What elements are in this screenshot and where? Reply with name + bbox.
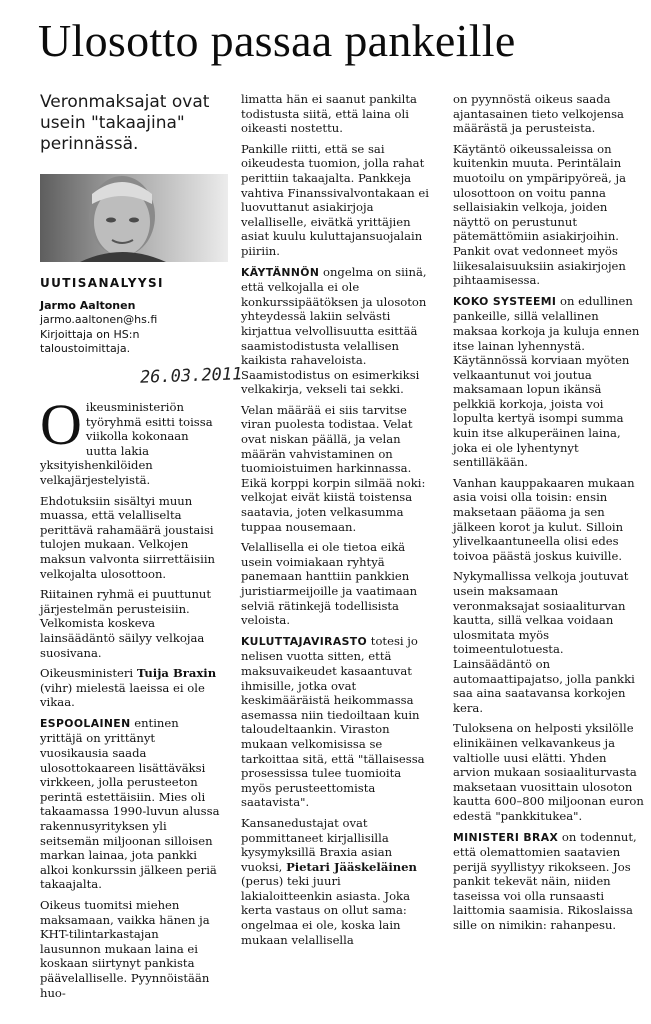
author-name: Jarmo Aaltonen (40, 298, 136, 312)
paragraph: Oikeusministeri Tuija Braxin (vihr) mielestä laeissa ei ole vikaa. (40, 666, 217, 710)
paragraph: Riitainen ryhmä ei puuttunut järjestelmän perusteisiin. Velkomista koskeva lainsäädäntö säilyy velkojaa suosivana. (40, 587, 212, 660)
column-3 (453, 92, 645, 939)
subheading: ESPOOLAINEN (40, 716, 131, 730)
paragraph: limatta hän ei saanut pankilta todistusta siitä, että laina oli oikeasti nostettu. (241, 92, 417, 136)
paragraph: Oikeus tuomitsi miehen maksamaan, vaikka hänen ja KHT-tilintarkastajan lausunnon mukaan laina ei koskaan siirtynyt pankista päävelalliselle. Pyynnöistään huo- (40, 898, 210, 1000)
handwritten-date: 26.03.2011 (139, 364, 243, 388)
paragraph: on pyynnöstä oikeus saada ajantasainen tieto velkojensa määrästä ja perusteista. (453, 92, 624, 136)
paragraph: Oikeusministeriön työryhmä esitti toissa viikolla kokonaan uutta lakia yksityishenkilöiden velkajärjestelyistä. (40, 392, 213, 487)
paragraph: KOKO SYSTEEMI on edullinen pankeille, sillä velallinen maksaa korkoja ja kuluja ennen itse lainan lyhennystä. Käytännössä korviaan myöten velkaantunut voi joutua maksamaan lopun ikänsä pelkkiä korkoja, joista voi lopulta kertyä isompi summa kuin itse alkuperäinen laina, joka ei ole lyhentynyt sentilläkään. (453, 293, 640, 470)
paragraph: Kansanedustajat ovat pommittaneet kirjallisilla kysymyksillä Braxia asian vuoksi, Pietari Jääskeläinen (perus) teki juuri lakialoitteenkin asiasta. Joka kerta vastaus on ollut sama: ongelmaa ei ole, koska lain mukaan velallisella (241, 815, 417, 947)
paragraph: MINISTERI BRAX on todennut, että olemattomien saatavien perijä syyllistyy rikokseen. Jos pankit tekevät näin, niiden taseissa voi olla runsaasti laittomia saamisia. Rikoslaissa sille on nimikin: rahanpesu. (453, 829, 637, 933)
paragraph: Vanhan kauppakaaren mukaan asia voisi olla toisin: ensin maksetaan pääoma ja sen jälkeen korot ja kulut. Silloin ylivelkaantuneella olisi edes toivoa päästä joskus kuiville. (453, 475, 635, 563)
byline (40, 276, 225, 357)
paragraph: Velallisella ei ole tietoa eikä usein voimiakaan ryhtyä panemaan hanttiin pankkien juristiarmeijoille ja vaatimaan selviä rätinkejä todellisista veloista. (241, 540, 418, 628)
paragraph: Velan määrää ei siis tarvitse viran puolesta todistaa. Velat ovat niskan päällä, ja velan määrän vahvistaminen on tuomioistuimen harkinnassa. Eikä korppi korpin silmää noki: velkojat eivät kiistä toistensa saatavia, joten velkasumma tuppaa nousemaan. (241, 402, 426, 534)
article-lead: Veronmaksajat ovat usein "takaajina" perinnässä. (40, 92, 210, 154)
section-kicker: UUTISANALYYSI (40, 276, 164, 290)
paragraph: Pankille riitti, että se sai oikeudesta tuomion, jolla rahat perittiin takaajalta. Pankkeja vahtiva Finanssivalvontakaan ei luovuttanut asiakirjoja velalliselle, eivätkä yrittäjien asiat kuulu kuluttajansuojalain piiriin. (241, 141, 429, 258)
author-photo (40, 174, 228, 262)
column-1 (40, 392, 220, 1006)
paragraph: ESPOOLAINEN entinen yrittäjä on yrittänyt vuosikausia saada ulosottokaareen lisättäväksi virkkeen, jolla perusteeton perintä estettäisiin. Mies oli takaamassa 1990-luvun alussa rakennusyrityksen yli seitsemän miljoonan silloisen markan lainaa, jota pankki alkoi konkurssin jälkeen periä takaajalta. (40, 715, 220, 892)
paragraph: KÄYTÄNNÖN ongelma on siinä, että velkojalla ei ole konkurssipäätöksen ja ulosoton yhteydessä lakiin selvästi kirjattua velvollisuutta esittää saamistodistusta velallisen kaikista rahaveloista. Saamistodistus on esimerkiksi velkakirja, vekseli tai sekki. (241, 264, 427, 397)
drop-cap: O (40, 392, 82, 457)
author-role: Kirjoittaja on HS:n (40, 327, 140, 341)
paragraph: Käytäntö oikeussaleissa on kuitenkin muuta. Perintälain muotoilu on ympäripyöreä, ja ulosottoon on voitu panna sellaisiakin velkoja, joiden näyttö on perustunut pätemättömiin asiakirjoihin. Pankit ovat vedonneet myös liikesalaisuuksiin asiakirjojen pihtaamisessa. (453, 141, 627, 288)
subheading: MINISTERI BRAX (453, 830, 559, 844)
subheading: KÄYTÄNNÖN (241, 265, 320, 279)
author-role-2: taloustoimittaja. (40, 342, 131, 355)
paragraph: Ehdotuksiin sisältyi muun muassa, että velalliselta perittävä rahamäärä joustaisi tulojen mukaan. Velkojen maksun valvonta siirrettäisiin velkojalta ulosottoon. (40, 493, 216, 581)
paragraph: KULUTTAJAVIRASTO totesi jo nelisen vuotta sitten, että maksuvaikeudet kasaantuvat ihmisille, jotka ovat keskimääräistä heikommassa asemassa niin tiedoiltaan kuin taloudeltaankin. Viraston mukaan velkomisissa se tarkoittaa sitä, että "tällaisessa prosessissa tulee tuomioita myös perusteettomista saatavista". (241, 633, 425, 810)
column-2 (241, 92, 433, 953)
article-headline: Ulosotto passaa pankeille (38, 15, 516, 66)
author-email: jarmo.aaltonen@hs.fi (40, 313, 158, 326)
paragraph: Tuloksena on helposti yksilölle elinikäinen velkavankeus ja valtiolle uusi elätti. Yhden arvion mukaan sosiaaliturvasta maksetaan vuosittain ulosoton kautta 600–800 miljoonan euron edestä "pankkitukea". (453, 721, 644, 823)
subheading: KULUTTAJAVIRASTO (241, 634, 368, 648)
paragraph: Nykymallissa velkoja joutuvat usein maksamaan veronmaksajat sosiaaliturvan kautta, sillä velkaa voidaan ulosmitata myös toimeentulotuesta. Lainsäädäntö on automaattipajatso, jolla pankki saa aina saatavansa korkojen kera. (453, 569, 635, 715)
subheading: KOKO SYSTEEMI (453, 294, 557, 308)
